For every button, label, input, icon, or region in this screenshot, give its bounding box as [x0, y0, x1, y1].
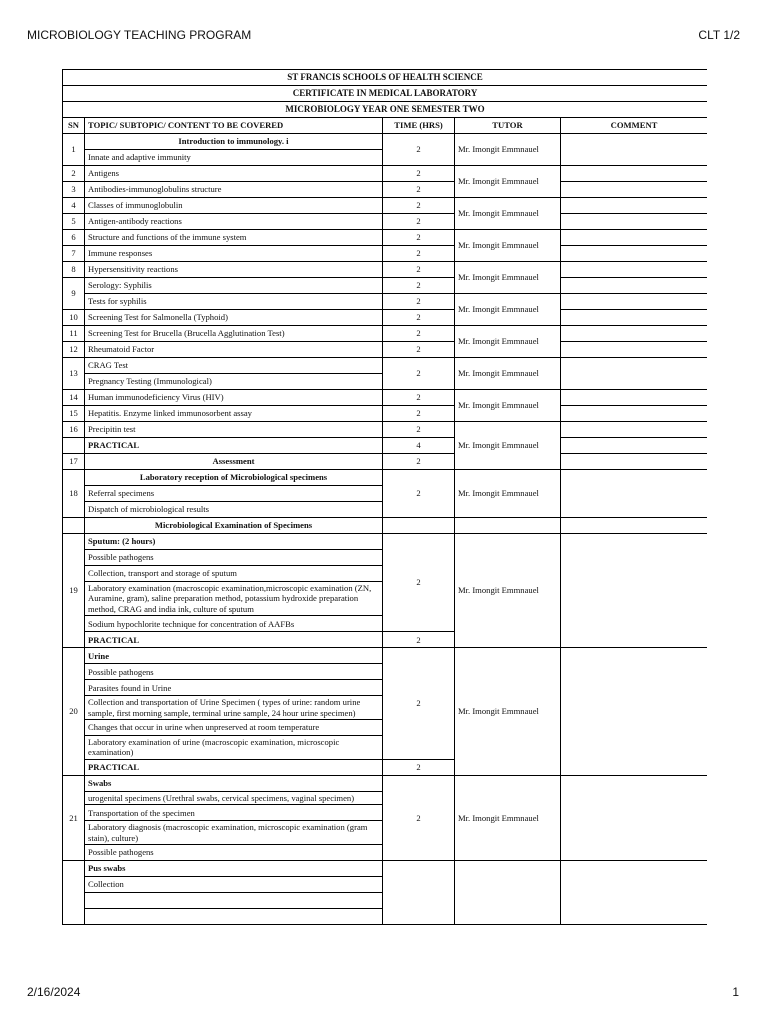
comment-cell	[561, 470, 708, 518]
comment-cell	[561, 230, 708, 246]
topic-cell: Human immunodeficiency Virus (HIV)	[85, 390, 383, 406]
sn-cell	[63, 861, 85, 925]
tutor-cell: Mr. Imongit Emmnauel	[455, 230, 561, 262]
comment-cell	[561, 198, 708, 214]
comment-cell	[561, 406, 708, 422]
col-header-topic: TOPIC/ SUBTOPIC/ CONTENT TO BE COVERED	[85, 118, 383, 134]
topic-cell: Immune responses	[85, 246, 383, 262]
time-cell: 2	[383, 342, 455, 358]
tutor-cell: Mr. Imongit Emmnauel	[455, 198, 561, 230]
tutor-cell: Mr. Imongit Emmnauel	[455, 470, 561, 518]
sn-cell: 10	[63, 310, 85, 326]
tutor-cell: Mr. Imongit Emmnauel	[455, 390, 561, 422]
topic-cell: Antigen-antibody reactions	[85, 214, 383, 230]
tutor-cell: Mr. Imongit Emmnauel	[455, 422, 561, 470]
time-cell: 2	[383, 775, 455, 860]
topic-cell-assessment: Assessment	[85, 454, 383, 470]
topic-cell: Sputum: (2 hours)	[85, 534, 383, 550]
topic-cell: Laboratory examination (macroscopic examination,microscopic examination (ZN, Auramine, gram), saline preparation method, potassium hydroxide preparation method, CRAG and india ink, culture of sputum	[85, 582, 383, 616]
time-cell: 2	[383, 534, 455, 632]
topic-cell-practical: PRACTICAL	[85, 759, 383, 775]
comment-cell	[561, 648, 708, 776]
sn-cell: 15	[63, 406, 85, 422]
sn-cell: 16	[63, 422, 85, 438]
comment-cell	[561, 166, 708, 182]
sn-cell: 8	[63, 262, 85, 278]
sn-cell: 19	[63, 534, 85, 648]
tutor-cell: Mr. Imongit Emmnauel	[455, 134, 561, 166]
topic-cell: Rheumatoid Factor	[85, 342, 383, 358]
time-cell	[383, 861, 455, 925]
sn-cell: 3	[63, 182, 85, 198]
topic-cell: Hepatitis. Enzyme linked immunosorbent assay	[85, 406, 383, 422]
time-cell: 2	[383, 759, 455, 775]
comment-cell	[561, 342, 708, 358]
topic-cell: Hypersensitivity reactions	[85, 262, 383, 278]
tutor-cell	[455, 518, 561, 534]
sn-cell: 13	[63, 358, 85, 390]
topic-cell: Referral specimens	[85, 486, 383, 502]
topic-cell: Screening Test for Brucella (Brucella Agglutination Test)	[85, 326, 383, 342]
topic-cell: Serology: Syphilis	[85, 278, 383, 294]
time-cell	[383, 518, 455, 534]
page-header-code: CLT 1/2	[698, 28, 740, 42]
sn-cell: 4	[63, 198, 85, 214]
comment-cell	[561, 310, 708, 326]
print-date: 2/16/2024	[27, 985, 81, 999]
topic-cell: Laboratory reception of Microbiological specimens	[85, 470, 383, 486]
sn-cell: 9	[63, 278, 85, 310]
tutor-cell: Mr. Imongit Emmnauel	[455, 534, 561, 648]
time-cell: 2	[383, 470, 455, 518]
page-header-title: MICROBIOLOGY TEACHING PROGRAM	[27, 28, 252, 42]
topic-cell	[85, 893, 383, 909]
comment-cell	[561, 390, 708, 406]
topic-cell: Dispatch of microbiological results	[85, 502, 383, 518]
tutor-cell: Mr. Imongit Emmnauel	[455, 294, 561, 326]
sn-cell	[63, 518, 85, 534]
comment-cell	[561, 861, 708, 925]
time-cell: 2	[383, 406, 455, 422]
time-cell: 2	[383, 648, 455, 760]
topic-cell: Precipitin test	[85, 422, 383, 438]
time-cell: 2	[383, 632, 455, 648]
topic-cell: Pus swabs	[85, 861, 383, 877]
col-header-time: TIME (HRS)	[383, 118, 455, 134]
time-cell: 2	[383, 262, 455, 278]
sn-cell: 2	[63, 166, 85, 182]
comment-cell	[561, 294, 708, 310]
comment-cell	[561, 278, 708, 294]
sn-cell: 6	[63, 230, 85, 246]
col-header-sn: SN	[63, 118, 85, 134]
topic-cell: Collection	[85, 877, 383, 893]
tutor-cell: Mr. Imongit Emmnauel	[455, 326, 561, 358]
comment-cell	[561, 262, 708, 278]
time-cell: 2	[383, 246, 455, 262]
topic-cell: Antibodies-immunoglobulins structure	[85, 182, 383, 198]
topic-cell: Transportation of the specimen	[85, 805, 383, 821]
page-number: 1	[732, 985, 739, 999]
time-cell: 2	[383, 422, 455, 438]
tutor-cell	[455, 861, 561, 925]
topic-cell: Changes that occur in urine when unpreserved at room temperature	[85, 720, 383, 736]
time-cell: 2	[383, 134, 455, 166]
course-semester: MICROBIOLOGY YEAR ONE SEMESTER TWO	[63, 102, 708, 118]
col-header-tutor: TUTOR	[455, 118, 561, 134]
time-cell: 2	[383, 454, 455, 470]
topic-cell: Structure and functions of the immune system	[85, 230, 383, 246]
sn-cell: 14	[63, 390, 85, 406]
topic-cell: Pregnancy Testing (Immunological)	[85, 374, 383, 390]
topic-cell: Innate and adaptive immunity	[85, 150, 383, 166]
time-cell: 2	[383, 390, 455, 406]
comment-cell	[561, 438, 708, 454]
topic-cell	[85, 909, 383, 925]
topic-cell: Laboratory diagnosis (macroscopic examination, microscopic examination (gram stain), culture)	[85, 821, 383, 845]
topic-cell: Possible pathogens	[85, 550, 383, 566]
sn-cell: 1	[63, 134, 85, 166]
topic-cell: CRAG Test	[85, 358, 383, 374]
time-cell: 2	[383, 214, 455, 230]
sn-cell: 20	[63, 648, 85, 776]
tutor-cell: Mr. Imongit Emmnauel	[455, 648, 561, 776]
sn-cell	[63, 438, 85, 454]
comment-cell	[561, 518, 708, 534]
topic-cell: Antigens	[85, 166, 383, 182]
comment-cell	[561, 214, 708, 230]
time-cell: 2	[383, 182, 455, 198]
topic-cell: Sodium hypochlorite technique for concentration of AAFBs	[85, 616, 383, 632]
comment-cell	[561, 358, 708, 390]
tutor-cell: Mr. Imongit Emmnauel	[455, 262, 561, 294]
sn-cell: 17	[63, 454, 85, 470]
time-cell: 4	[383, 438, 455, 454]
comment-cell	[561, 246, 708, 262]
time-cell: 2	[383, 166, 455, 182]
comment-cell	[561, 454, 708, 470]
school-name: ST FRANCIS SCHOOLS OF HEALTH SCIENCE	[63, 70, 708, 86]
time-cell: 2	[383, 278, 455, 294]
topic-cell: Introduction to immunology. i	[85, 134, 383, 150]
certificate-name: CERTIFICATE IN MEDICAL LABORATORY	[63, 86, 708, 102]
topic-cell: Possible pathogens	[85, 845, 383, 861]
topic-cell-practical: PRACTICAL	[85, 632, 383, 648]
topic-cell: Laboratory examination of urine (macroscopic examination, microscopic examination)	[85, 736, 383, 760]
comment-cell	[561, 534, 708, 648]
topic-cell: urogenital specimens (Urethral swabs, cervical specimens, vaginal specimen)	[85, 791, 383, 804]
comment-cell	[561, 182, 708, 198]
teaching-program-table-wrapper	[62, 69, 707, 933]
comment-cell	[561, 775, 708, 860]
topic-cell-practical: PRACTICAL	[85, 438, 383, 454]
comment-cell	[561, 422, 708, 438]
topic-cell: Tests for syphilis	[85, 294, 383, 310]
topic-cell: Collection and transportation of Urine Specimen ( types of urine: random urine sample, first morning sample, terminal urine sample, 24 hour urine specimen)	[85, 696, 383, 720]
sn-cell: 5	[63, 214, 85, 230]
col-header-comment: COMMENT	[561, 118, 708, 134]
topic-cell: Parasites found in Urine	[85, 680, 383, 696]
sn-cell: 21	[63, 775, 85, 860]
time-cell: 2	[383, 310, 455, 326]
tutor-cell: Mr. Imongit Emmnauel	[455, 358, 561, 390]
time-cell: 2	[383, 358, 455, 390]
sn-cell: 18	[63, 470, 85, 518]
sn-cell: 11	[63, 326, 85, 342]
comment-cell	[561, 326, 708, 342]
tutor-cell: Mr. Imongit Emmnauel	[455, 775, 561, 860]
topic-cell: Possible pathogens	[85, 664, 383, 680]
sn-cell: 12	[63, 342, 85, 358]
topic-cell: Classes of immunoglobulin	[85, 198, 383, 214]
time-cell: 2	[383, 198, 455, 214]
time-cell: 2	[383, 326, 455, 342]
topic-cell: Swabs	[85, 775, 383, 791]
comment-cell	[561, 134, 708, 166]
teaching-program-table	[62, 69, 707, 925]
topic-cell: Screening Test for Salmonella (Typhoid)	[85, 310, 383, 326]
time-cell: 2	[383, 230, 455, 246]
tutor-cell: Mr. Imongit Emmnauel	[455, 166, 561, 198]
topic-cell: Collection, transport and storage of sputum	[85, 566, 383, 582]
topic-cell: Urine	[85, 648, 383, 664]
section-heading: Microbiological Examination of Specimens	[85, 518, 383, 534]
sn-cell: 7	[63, 246, 85, 262]
time-cell: 2	[383, 294, 455, 310]
